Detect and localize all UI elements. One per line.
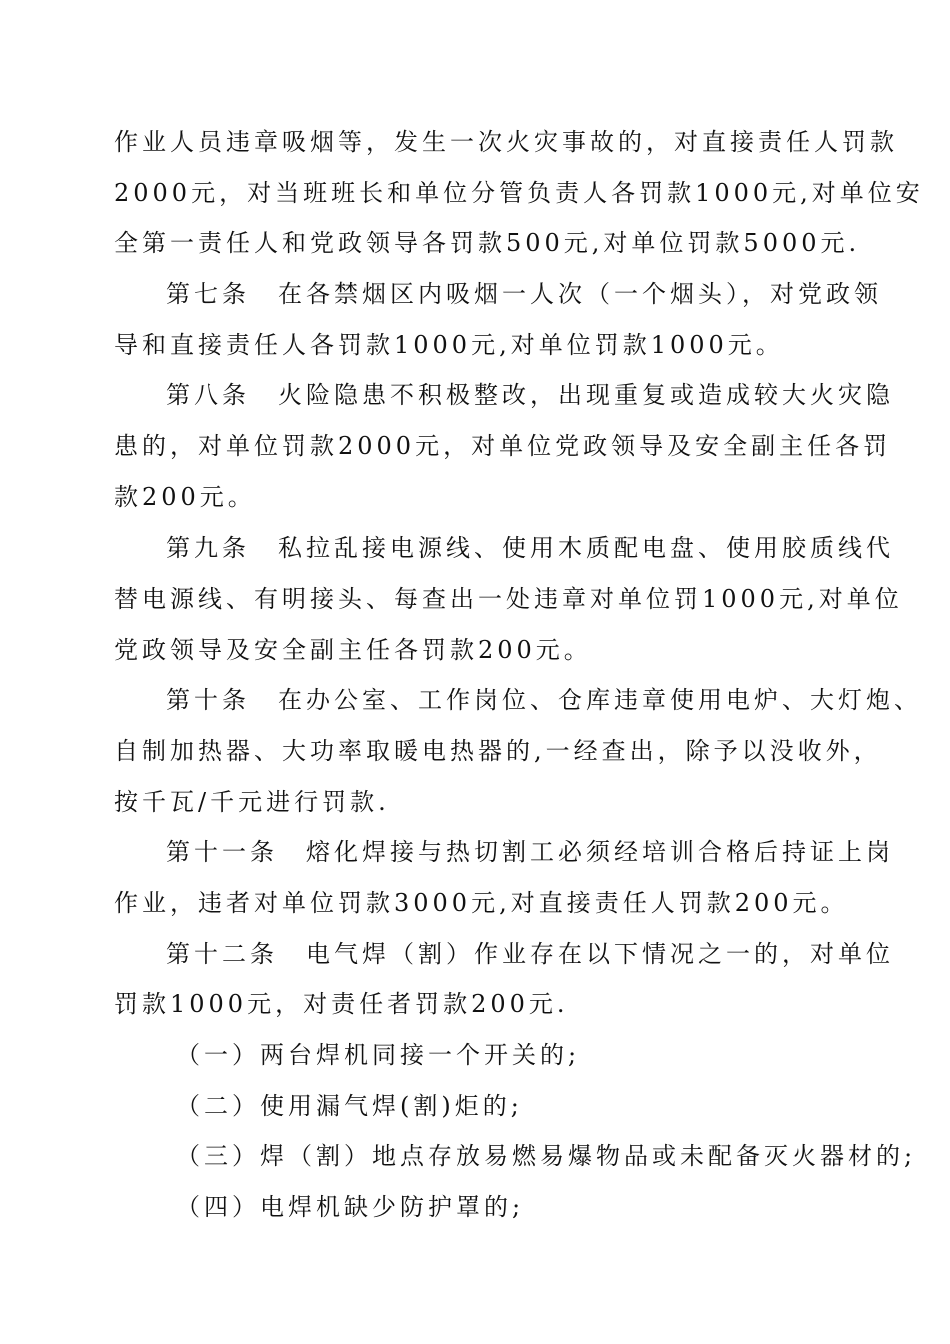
- text-line: 款200元。: [114, 483, 256, 511]
- article-11-heading-line: 第十一条 熔化焊接与热切割工必须经培训合格后持证上岗: [166, 838, 894, 866]
- article-9-heading-line: 第九条 私拉乱接电源线、使用木质配电盘、使用胶质线代: [166, 534, 894, 562]
- text-line: 替电源线、有明接头、每查出一处违章对单位罚1000元,对单位: [114, 585, 903, 613]
- article-12-heading-line: 第十二条 电气焊（割）作业存在以下情况之一的，对单位: [166, 940, 894, 968]
- article-8-heading-line: 第八条 火险隐患不积极整改，出现重复或造成较大火灾隐: [166, 381, 894, 409]
- text-line: 按千瓦/千元进行罚款.: [114, 788, 390, 816]
- list-item: （三）焊（割）地点存放易燃易爆物品或未配备灭火器材的;: [176, 1142, 917, 1170]
- article-7-heading-line: 第七条 在各禁烟区内吸烟一人次（一个烟头），对党政领: [166, 280, 882, 308]
- text-line: 2000元，对当班班长和单位分管负责人各罚款1000元,对单位安: [114, 179, 924, 207]
- article-10-heading-line: 第十条 在办公室、工作岗位、仓库违章使用电炉、大灯炮、: [166, 686, 922, 714]
- text-line: 罚款1000元，对责任者罚款200元.: [114, 990, 569, 1018]
- text-line: 作业人员违章吸烟等，发生一次火灾事故的，对直接责任人罚款: [114, 128, 898, 156]
- text-line: 导和直接责任人各罚款1000元,对单位罚款1000元。: [114, 331, 784, 359]
- text-line: 患的，对单位罚款2000元，对单位党政领导及安全副主任各罚: [114, 432, 892, 460]
- list-item: （一）两台焊机同接一个开关的;: [176, 1041, 581, 1069]
- list-item: （二）使用漏气焊(割)炬的;: [176, 1092, 523, 1120]
- text-line: 自制加热器、大功率取暖电热器的,一经查出，除予以没收外，: [114, 737, 882, 765]
- list-item: （四）电焊机缺少防护罩的;: [176, 1193, 525, 1221]
- text-line: 党政领导及安全副主任各罚款200元。: [114, 636, 592, 664]
- text-line: 全第一责任人和党政领导各罚款500元,对单位罚款5000元.: [114, 229, 861, 257]
- text-line: 作业，违者对单位罚款3000元,对直接责任人罚款200元。: [114, 889, 849, 917]
